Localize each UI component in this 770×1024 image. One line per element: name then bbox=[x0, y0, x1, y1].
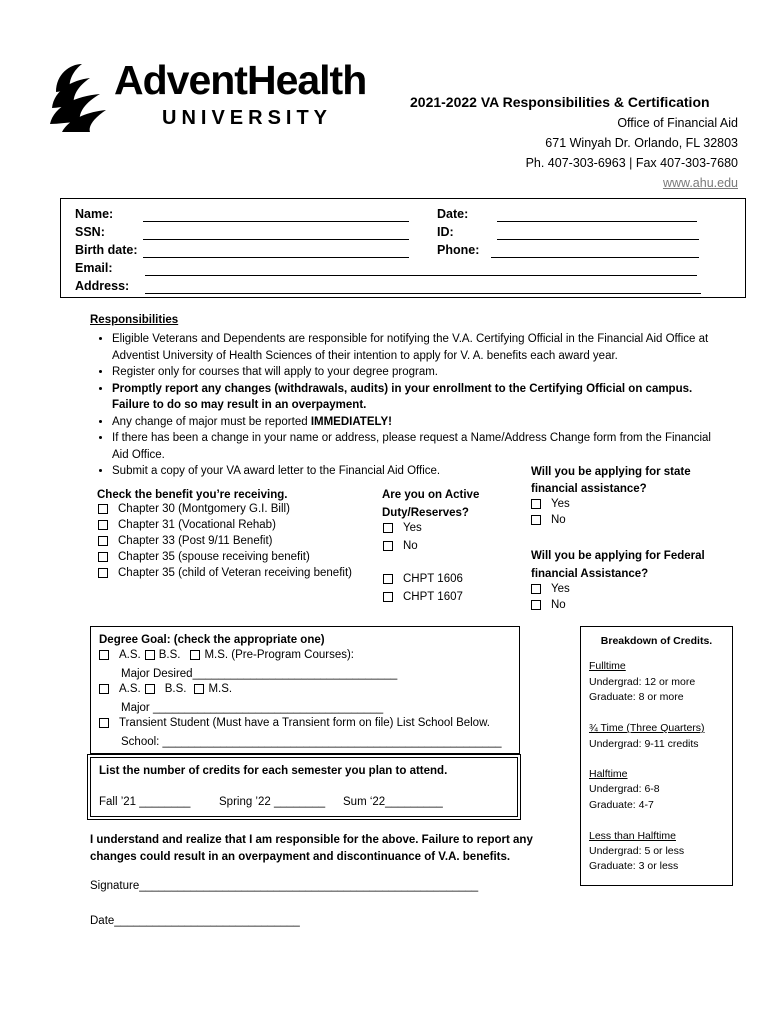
immediately-text: IMMEDIATELY! bbox=[310, 415, 392, 428]
active-duty-yes[interactable] bbox=[383, 522, 422, 534]
degree-goal-box bbox=[90, 626, 520, 754]
birth-date-field[interactable] bbox=[143, 257, 409, 258]
fulltime-undergrad: Undergrad: 12 or more bbox=[589, 676, 696, 688]
checkbox[interactable] bbox=[531, 499, 541, 509]
option-label: Yes bbox=[551, 498, 570, 510]
benefit-option-ch33[interactable] bbox=[98, 535, 273, 547]
office-contact bbox=[526, 113, 738, 193]
email-label: Email: bbox=[75, 261, 113, 275]
list-item: • Eligible Veterans and Dependents are responsible for notifying the V.A. Certifying Official in the Financial Aid Office at Adventist University of Health Sciences of their intention to apply for V. A. benefits each award year. bbox=[112, 331, 712, 364]
spring-credits-field[interactable]: Spring ’22 ________ bbox=[219, 796, 326, 808]
state-aid-heading-1: Will you be applying for state bbox=[531, 466, 691, 478]
list-item: • If there has been a change in your name or address, please request a Name/Address Change form from the Financial Aid Office. bbox=[112, 430, 712, 463]
credits-heading: List the number of credits for each semester you plan to attend. bbox=[99, 765, 448, 777]
checkbox[interactable] bbox=[98, 568, 108, 578]
office-address: 671 Winyah Dr. Orlando, FL 32803 bbox=[545, 136, 738, 150]
benefit-option-ch31[interactable] bbox=[98, 519, 276, 531]
responsibilities-heading: Responsibilities bbox=[90, 314, 179, 326]
bs-checkbox[interactable] bbox=[145, 650, 155, 660]
as-checkbox[interactable] bbox=[99, 650, 109, 660]
federal-aid-no[interactable] bbox=[531, 599, 566, 611]
birth-date-label: Birth date: bbox=[75, 243, 138, 257]
checkbox[interactable] bbox=[383, 523, 393, 533]
checkbox[interactable] bbox=[98, 504, 108, 514]
website-link[interactable]: www.ahu.edu bbox=[662, 176, 738, 190]
option-label: Yes bbox=[551, 583, 570, 595]
id-field[interactable] bbox=[497, 239, 699, 240]
school-field[interactable]: School: _____________________________________________________ bbox=[121, 736, 502, 748]
ms-pre-checkbox[interactable] bbox=[190, 650, 200, 660]
address-label: Address: bbox=[75, 279, 130, 293]
option-label: Chapter 31 (Vocational Rehab) bbox=[118, 519, 276, 531]
option-label: Chapter 30 (Montgomery G.I. Bill) bbox=[118, 503, 290, 515]
agreement-statement: I understand and realize that I am responsible for the above. Failure to report any changes could result in an overpayment and discontinuance of V.A. benefits. bbox=[90, 834, 533, 863]
signature-date-field[interactable]: Date_____________________________ bbox=[90, 915, 300, 927]
document-title: 2021-2022 VA Responsibilities & Certification bbox=[410, 94, 710, 110]
checkbox[interactable] bbox=[98, 536, 108, 546]
office-phone: Ph. 407-303-6963 | Fax 407-303-7680 bbox=[525, 156, 738, 170]
chpt-1607[interactable] bbox=[383, 591, 463, 603]
fulltime-heading: Fulltime bbox=[589, 660, 626, 672]
less-than-halftime-graduate: Graduate: 3 or less bbox=[589, 860, 679, 872]
federal-aid-heading-1: Will you be applying for Federal bbox=[531, 550, 705, 562]
credits-breakdown-box bbox=[580, 626, 733, 886]
date-label: Date: bbox=[437, 207, 469, 221]
date-field[interactable] bbox=[497, 221, 697, 222]
less-than-halftime-heading: Less than Halftime bbox=[589, 830, 676, 842]
option-label: Chapter 33 (Post 9/11 Benefit) bbox=[118, 535, 273, 547]
bs-label: B.S. bbox=[158, 649, 181, 661]
list-item bbox=[112, 414, 712, 431]
benefit-option-ch30[interactable] bbox=[98, 503, 290, 515]
id-label: ID: bbox=[437, 225, 454, 239]
option-label: No bbox=[551, 514, 566, 526]
name-label: Name: bbox=[75, 207, 114, 221]
fall-credits-field[interactable]: Fall ’21 ________ bbox=[99, 796, 191, 808]
address-field[interactable] bbox=[145, 293, 701, 294]
checkbox[interactable] bbox=[99, 718, 109, 728]
ms-checkbox[interactable] bbox=[194, 684, 204, 694]
name-field[interactable] bbox=[143, 221, 409, 222]
benefit-option-ch35-spouse[interactable] bbox=[98, 551, 310, 563]
checkbox[interactable] bbox=[98, 520, 108, 530]
benefit-heading: Check the benefit you’re receiving. bbox=[97, 489, 288, 501]
option-label: CHPT 1606 bbox=[403, 573, 463, 585]
as-checkbox[interactable] bbox=[99, 684, 109, 694]
list-item: • Promptly report any changes (withdrawals, audits) in your enrollment to the Certifying Official on campus. Failure to do so may result in an overpayment. bbox=[112, 381, 712, 414]
halftime-heading: Halftime bbox=[589, 768, 628, 780]
degree-goal-heading: Degree Goal: (check the appropriate one) bbox=[99, 634, 325, 646]
checkbox[interactable] bbox=[531, 600, 541, 610]
state-aid-no[interactable] bbox=[531, 514, 566, 526]
ms-label: M.S. bbox=[208, 683, 233, 695]
option-label: Chapter 35 (child of Veteran receiving benefit) bbox=[118, 567, 352, 579]
checkbox[interactable] bbox=[383, 574, 393, 584]
state-aid-heading-2: financial assistance? bbox=[531, 483, 647, 495]
list-item: • Submit a copy of your VA award letter to the Financial Aid Office. bbox=[112, 463, 712, 480]
checkbox[interactable] bbox=[383, 541, 393, 551]
option-label: CHPT 1607 bbox=[403, 591, 463, 603]
active-duty-heading-1: Are you on Active bbox=[382, 489, 480, 501]
ssn-label: SSN: bbox=[75, 225, 105, 239]
checkbox[interactable] bbox=[531, 584, 541, 594]
major-field[interactable]: Major ____________________________________ bbox=[121, 702, 384, 714]
summer-credits-field[interactable]: Sum ‘22_________ bbox=[343, 796, 443, 808]
option-label: Chapter 35 (spouse receiving benefit) bbox=[118, 551, 310, 563]
halftime-graduate: Graduate: 4-7 bbox=[589, 799, 654, 811]
option-label: Yes bbox=[403, 522, 422, 534]
less-than-halftime-undergrad: Undergrad: 5 or less bbox=[589, 845, 685, 857]
federal-aid-heading-2: financial Assistance? bbox=[531, 568, 649, 580]
bs-label: B.S. bbox=[164, 683, 187, 695]
as-label: A.S. bbox=[119, 649, 141, 661]
signature-field[interactable]: Signature_____________________________________________________ bbox=[90, 880, 479, 892]
chpt-1606[interactable] bbox=[383, 573, 463, 585]
option-label: No bbox=[403, 540, 418, 552]
benefit-option-ch35-child[interactable] bbox=[98, 567, 352, 579]
transient-option[interactable] bbox=[99, 717, 490, 729]
checkbox[interactable] bbox=[383, 592, 393, 602]
federal-aid-yes[interactable] bbox=[531, 583, 570, 595]
logo-wordmark: AdventHealth bbox=[114, 57, 367, 103]
phone-label: Phone: bbox=[437, 243, 480, 257]
checkbox[interactable] bbox=[531, 515, 541, 525]
checkbox[interactable] bbox=[98, 552, 108, 562]
bs-checkbox[interactable] bbox=[145, 684, 155, 694]
degree-row-pre bbox=[99, 649, 354, 661]
breakdown-heading: Breakdown of Credits. bbox=[600, 635, 713, 647]
ms-pre-label: M.S. (Pre-Program Courses): bbox=[204, 649, 354, 661]
three-quarter-undergrad: Undergrad: 9-11 credits bbox=[589, 738, 699, 750]
option-label: Transient Student (Must have a Transient form on file) List School Below. bbox=[119, 717, 490, 729]
active-duty-no[interactable] bbox=[383, 540, 418, 552]
major-change-text: Any change of major must be reported bbox=[112, 415, 311, 428]
email-field[interactable] bbox=[145, 275, 697, 276]
credits-per-semester-box bbox=[90, 757, 518, 817]
three-quarter-heading: ¾ Time (Three Quarters) bbox=[589, 722, 705, 734]
office-name: Office of Financial Aid bbox=[617, 116, 738, 130]
list-item: • Register only for courses that will apply to your degree program. bbox=[112, 364, 712, 381]
adventhealth-logo-icon bbox=[48, 62, 108, 132]
halftime-undergrad: Undergrad: 6-8 bbox=[589, 783, 660, 795]
student-info-box bbox=[60, 198, 746, 298]
ssn-field[interactable] bbox=[143, 239, 409, 240]
logo-subtitle: UNIVERSITY bbox=[162, 107, 333, 129]
major-desired-field[interactable]: Major Desired________________________________ bbox=[121, 668, 398, 680]
fulltime-graduate: Graduate: 8 or more bbox=[589, 691, 684, 703]
as-label: A.S. bbox=[119, 683, 141, 695]
responsibilities-list bbox=[90, 331, 712, 480]
phone-field[interactable] bbox=[491, 257, 699, 258]
state-aid-yes[interactable] bbox=[531, 498, 570, 510]
option-label: No bbox=[551, 599, 566, 611]
degree-row-ms bbox=[99, 683, 232, 695]
active-duty-heading-2: Duty/Reserves? bbox=[382, 507, 469, 519]
